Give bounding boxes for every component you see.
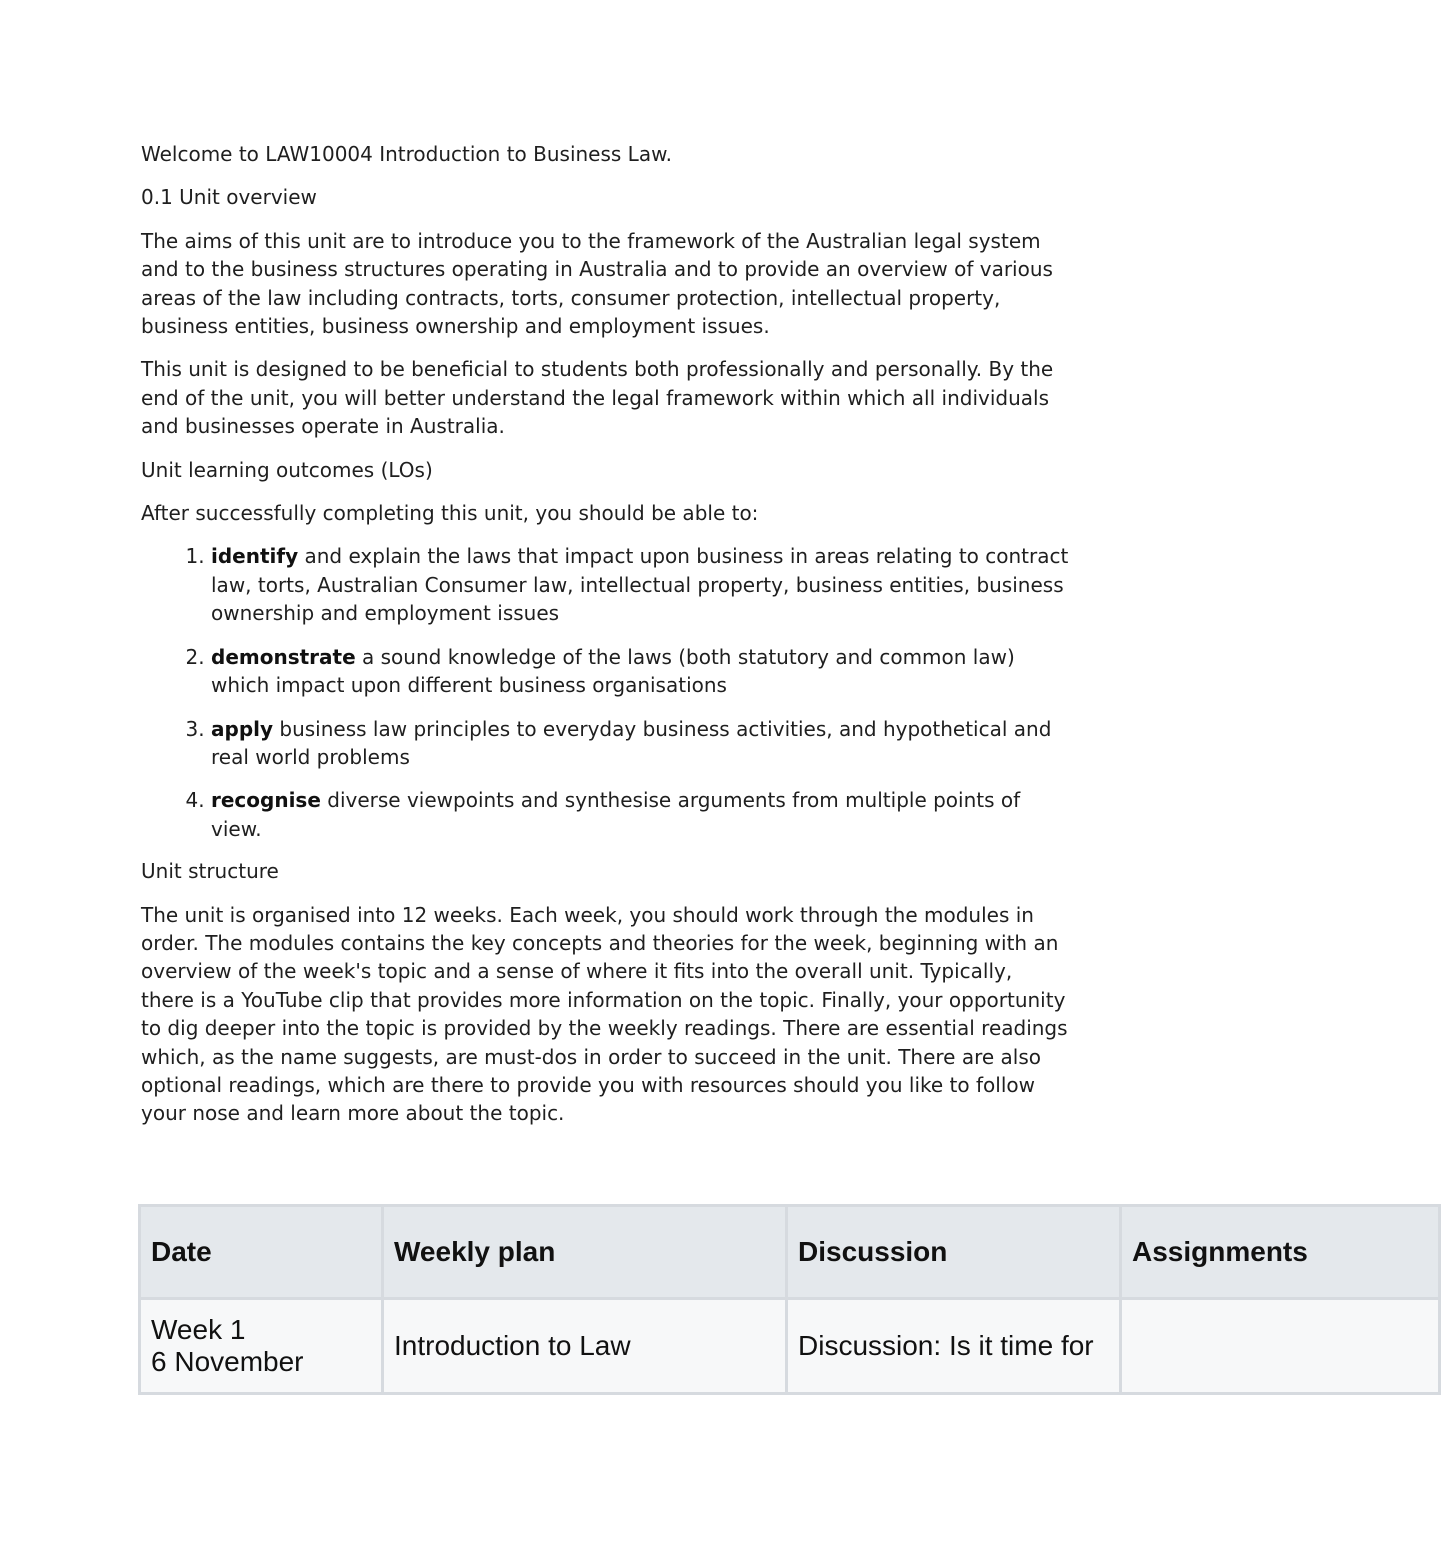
- schedule-table-container: [138, 1204, 1308, 1394]
- outcome-keyword: identify: [211, 544, 299, 569]
- list-item: [211, 786, 1071, 843]
- outcome-keyword: apply: [211, 716, 274, 741]
- list-item: [211, 643, 1071, 700]
- table-header-row: [140, 1206, 1440, 1299]
- aims-paragraph: The aims of this unit are to introduce you to the framework of the Australian legal system and to the business structures operating in Australia and to provide an overview of various areas of the law including contracts, torts, consumer protection, intellectual property, business entities, business ownership and employment issues.: [141, 228, 1053, 339]
- learning-outcomes-list: [141, 542, 1071, 843]
- overview-heading: 0.1 Unit overview: [141, 185, 317, 210]
- outcome-text: and explain the laws that impact upon business in areas relating to contract law, torts, Australian Consumer law, intellectual property, business entities, business ownership and employment issues: [211, 544, 1069, 626]
- outcome-text: diverse viewpoints and synthesise arguments from multiple points of view.: [211, 788, 1021, 841]
- welcome-text: Welcome to LAW10004 Introduction to Business Law.: [141, 142, 672, 166]
- benefit-paragraph: This unit is designed to be beneficial to students both professionally and personally. By the end of the unit, you will better understand the legal framework within which all individuals and businesses operate in Australia.: [141, 357, 1054, 439]
- outcomes-heading: Unit learning outcomes (LOs): [141, 457, 433, 482]
- header-discussion: Discussion: [787, 1206, 1121, 1299]
- cell-discussion: Discussion: Is it time for: [787, 1299, 1121, 1394]
- header-date: Date: [140, 1206, 383, 1299]
- outcome-keyword: demonstrate: [211, 644, 356, 669]
- table-row: [140, 1299, 1440, 1394]
- schedule-table: [138, 1204, 1441, 1395]
- header-assignments: Assignments: [1121, 1206, 1440, 1299]
- cell-date: [140, 1299, 383, 1394]
- cell-weekly-plan: Introduction to Law: [383, 1299, 787, 1394]
- week-label: Week 1: [151, 1314, 246, 1345]
- structure-heading: Unit structure: [141, 859, 279, 884]
- cell-assignments: [1121, 1299, 1440, 1394]
- outcomes-intro: After successfully completing this unit, you should be able to:: [141, 501, 759, 526]
- header-weekly-plan: Weekly plan: [383, 1206, 787, 1299]
- outcome-keyword: recognise: [211, 788, 321, 813]
- document-body: [141, 140, 1071, 1143]
- structure-paragraph: The unit is organised into 12 weeks. Each week, you should work through the modules in order. The modules contains the key concepts and theories for the week, beginning with an overview of the week's topic and a sense of where it fits into the overall unit. Typically, there is a YouTube clip that provides more information on the topic. Finally, your opportunity to dig deeper into the topic is provided by the weekly readings. There are essential readings which, as the name suggests, are must-dos in order to succeed in the unit. There are also optional readings, which are there to provide you with resources should you like to follow your nose and learn more about the topic.: [141, 902, 1068, 1126]
- list-item: [211, 542, 1071, 627]
- outcome-text: a sound knowledge of the laws (both statutory and common law) which impact upon different business organisations: [211, 644, 1015, 698]
- list-item: [211, 715, 1071, 772]
- week-date: 6 November: [151, 1346, 304, 1377]
- outcome-text: business law principles to everyday business activities, and hypothetical and real world problems: [211, 716, 1052, 769]
